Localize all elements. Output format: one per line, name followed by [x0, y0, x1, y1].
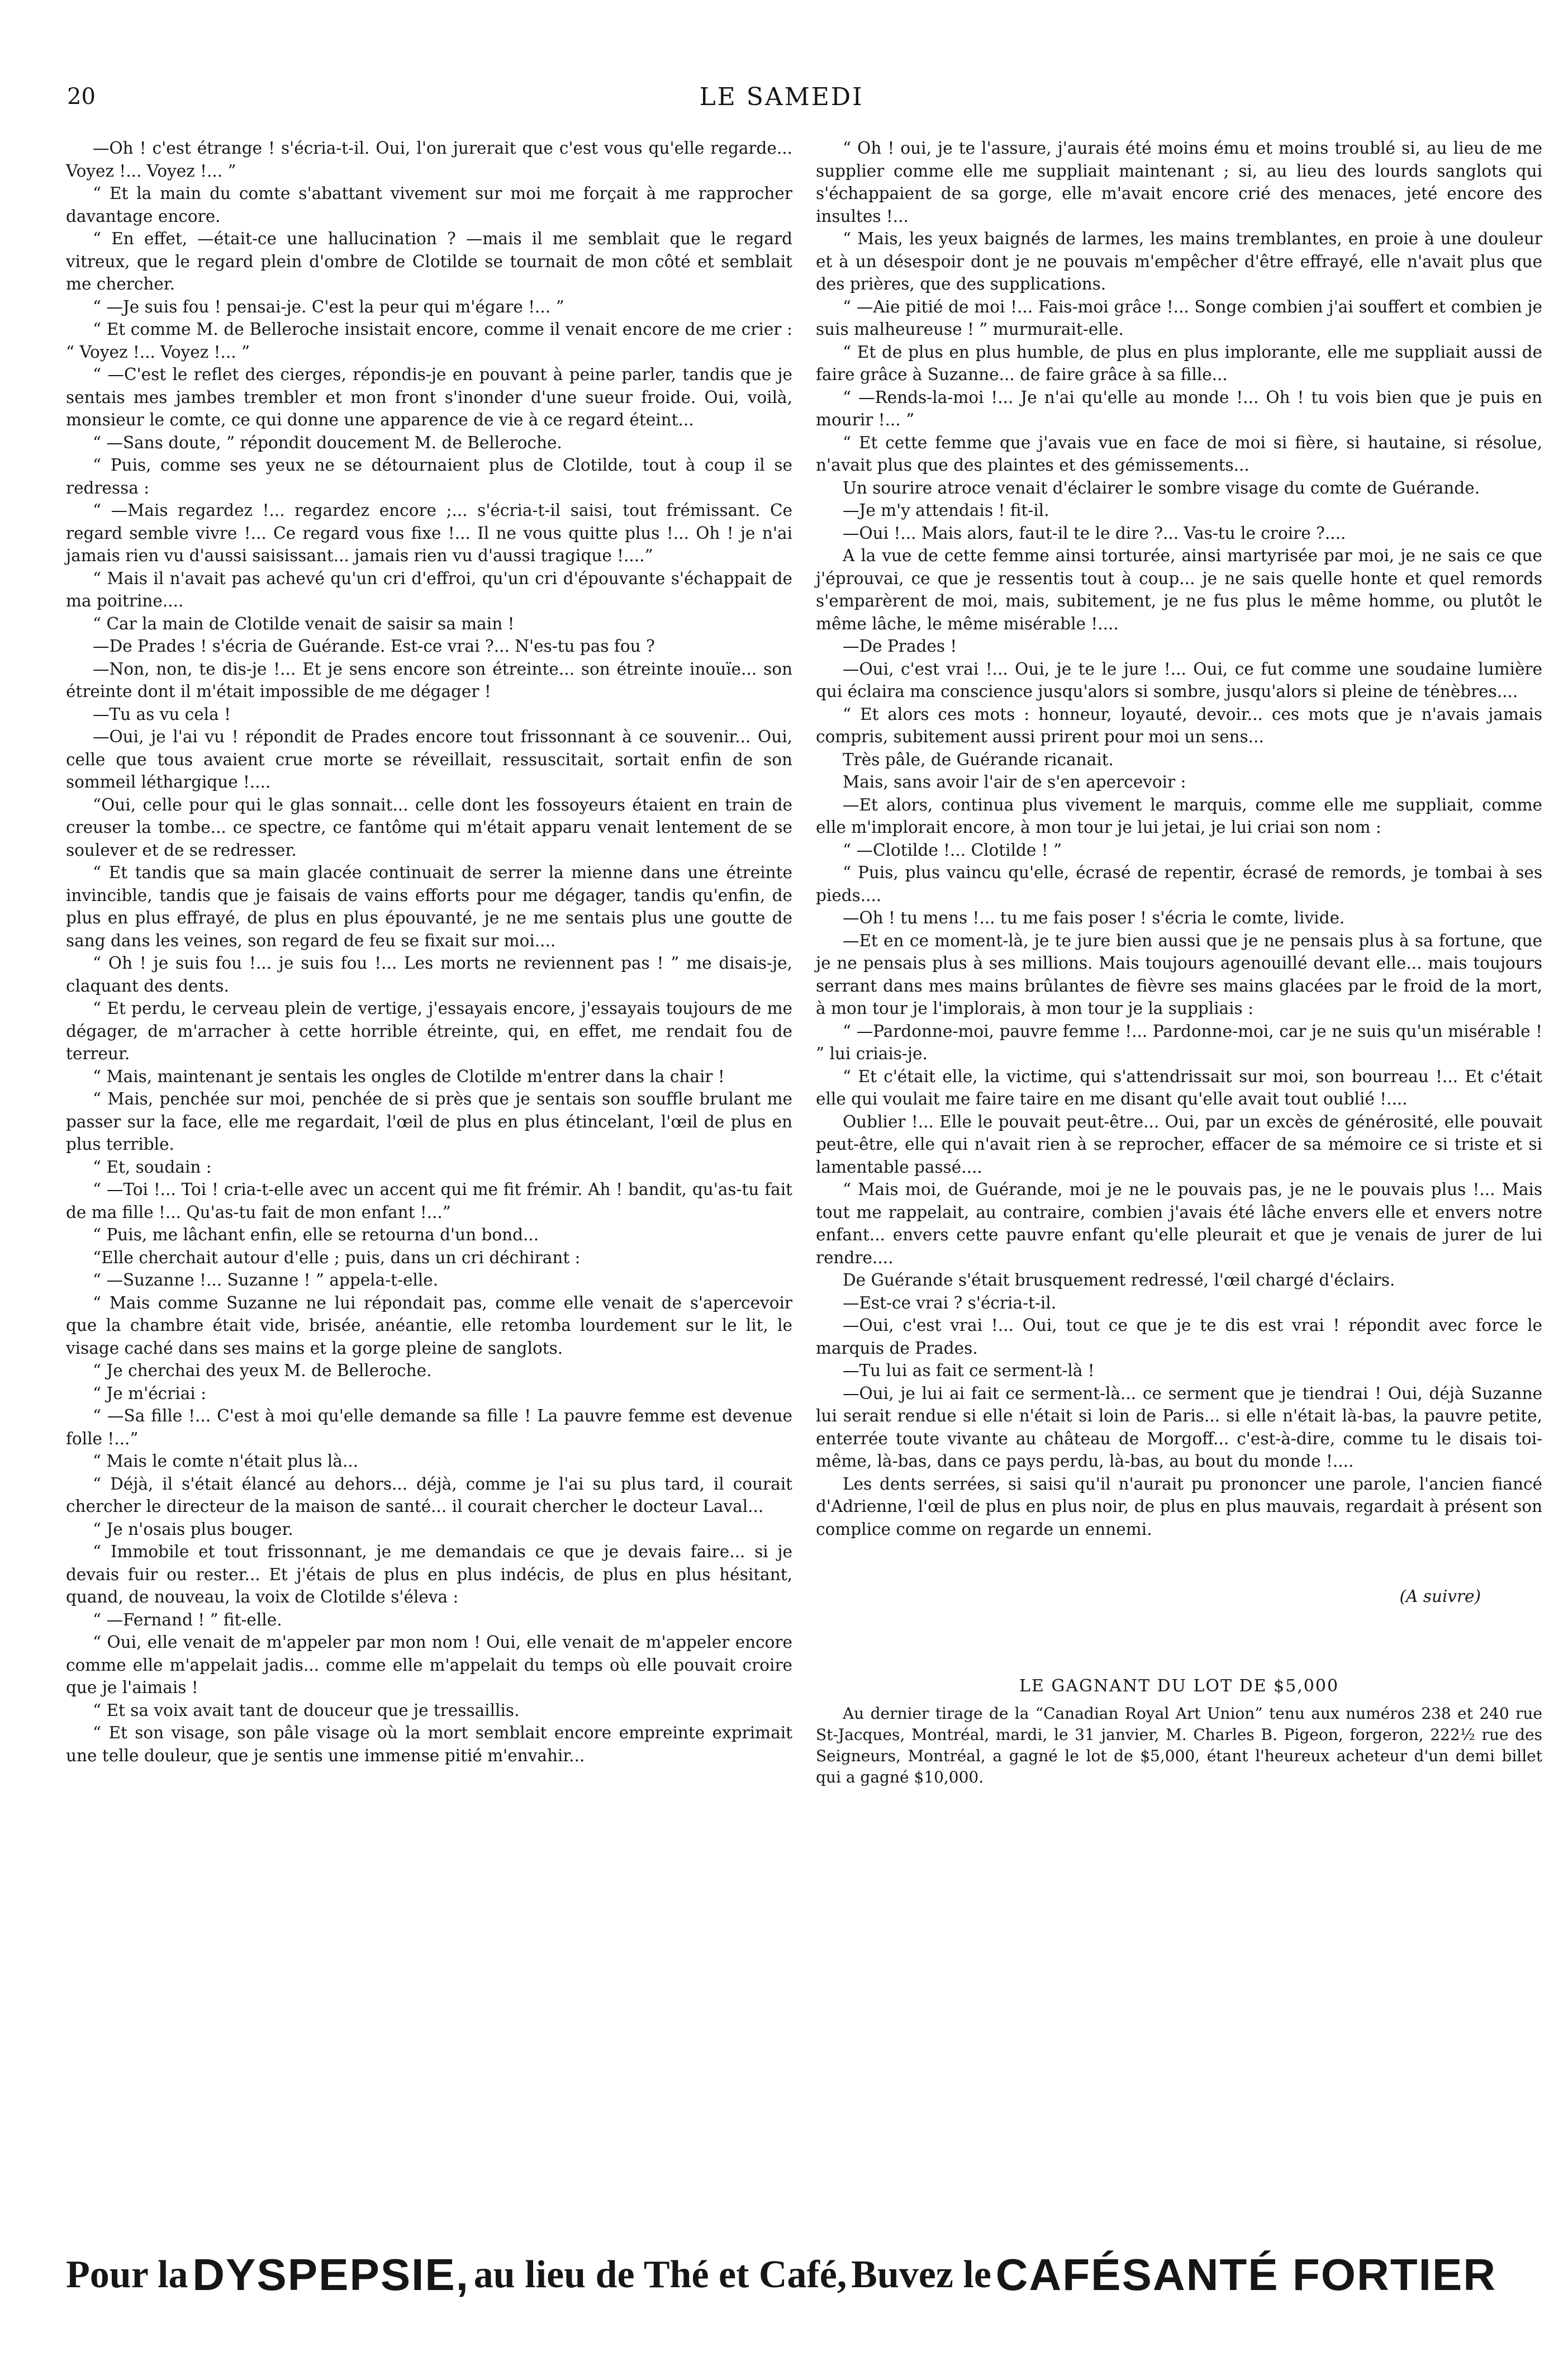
- paragraph: Les dents serrées, si saisi qu'il n'aurait pu prononcer une parole, l'ancien fiancé d'Adrienne, l'œil de plus en plus noir, de plus en plus mauvais, regardait à présent son complice comme on regarde un ennemi.: [816, 1474, 1542, 1539]
- paragraph: “ Mais, maintenant je sentais les ongles de Clotilde m'entrer dans la chair !: [93, 1066, 725, 1086]
- paragraph: “ —C'est le reflet des cierges, répondis-je en pouvant à peine parler, tandis que je sentais mes jambes trembler et mon front s'inonder d'une sueur froide. Oui, voilà, monsieur le comte, ce qui donne une apparence de vie à ce regard éteint...: [66, 365, 792, 429]
- page-number: 20: [67, 84, 96, 110]
- paragraph: “ Car la main de Clotilde venait de saisir sa main !: [93, 614, 515, 633]
- paragraph: “ Mais il n'avait pas achevé qu'un cri d'effroi, qu'un cri d'épouvante s'échappait de ma poitrine....: [66, 568, 792, 610]
- paragraph: “ Et cette femme que j'avais vue en face de moi si fière, si hautaine, si résolue, n'avait plus que des plaintes et des gémissements...: [816, 433, 1542, 475]
- notice-title: LE GAGNANT DU LOT DE $5,000: [1019, 1676, 1339, 1696]
- ad-text-dyspepsie: DYSPEPSIE,: [192, 2250, 469, 2300]
- paragraph: —Oui, je lui ai fait ce serment-là... ce serment que je tiendrai ! Oui, déjà Suzanne lui serait rendue si elle n'était si loin de Paris... si elle n'était là-bas, la pauvre petite, enterrée toute vivante au château de Morgoff... c'est-à-dire, comme tu le disais toi-même, là-bas, dans ce pays perdu, là-bas, au bout du monde !....: [816, 1383, 1542, 1471]
- paragraph: —Tu lui as fait ce serment-là !: [843, 1361, 1095, 1380]
- paragraph: —Tu as vu cela !: [93, 704, 231, 724]
- paragraph: “ Déjà, il s'était élancé au dehors... déjà, comme je l'ai su plus tard, il courait chercher le directeur de la maison de santé... il courait chercher le docteur Laval...: [66, 1474, 792, 1516]
- paragraph: Oublier !... Elle le pouvait peut-être... Oui, par un excès de générosité, elle pouvait peut-être, elle qui n'avait rien à se reprocher, effacer de sa mémoire ce si triste et si lamentable passé....: [816, 1112, 1542, 1177]
- paragraph: —Oui, c'est vrai !... Oui, tout ce que je te dis est vrai ! répondit avec force le marquis de Prades.: [816, 1316, 1542, 1358]
- paragraph: “ Je cherchai des yeux M. de Belleroche.: [93, 1361, 432, 1380]
- ad-text-the-cafe: au lieu de Thé et Café,: [473, 2253, 847, 2296]
- paragraph: —Oui, je l'ai vu ! répondit de Prades encore tout frissonnant à ce souvenir... Oui, celle que tous avaient crue morte se réveillait, ressuscitait, sortait enfin de son sommeil léthargique !....: [66, 727, 792, 791]
- paragraph: “ Mais le comte n'était plus là...: [93, 1452, 359, 1471]
- paragraph: “ —Rends-la-moi !... Je n'ai qu'elle au monde !... Oh ! tu vois bien que je puis en mourir !... ”: [816, 387, 1542, 429]
- paragraph: “ —Aie pitié de moi !... Fais-moi grâce !... Songe combien j'ai souffert et combien je suis malheureuse ! ” murmurait-elle.: [816, 297, 1542, 339]
- advertisement-banner: [66, 2247, 1497, 2303]
- paragraph: De Guérande s'était brusquement redressé, l'œil chargé d'éclairs.: [843, 1270, 1395, 1289]
- paragraph: “ Et la main du comte s'abattant vivement sur moi me forçait à me rapprocher davantage encore.: [66, 184, 792, 226]
- paragraph: “ Et tandis que sa main glacée continuait de serrer la mienne dans une étreinte invincible, tandis que je faisais de vains efforts pour me dégager, tandis qu'enfin, de plus en plus effrayé, de plus en plus épouvanté, je ne me sentais plus une goutte de sang dans les veines, son regard de feu se fixait sur moi....: [66, 863, 792, 950]
- to-be-continued: (A suivre): [1399, 1587, 1481, 1606]
- notice-body: Au dernier tirage de la “Canadian Royal Art Union” tenu aux numéros 238 et 240 rue St-Jacques, Montréal, mardi, le 31 janvier, M. Charles B. Pigeon, forgeron, 222½ rue des Seigneurs, Montréal, a gagné le lot de $5,000, étant l'heureux acheteur d'un demi billet qui a gagné $10,000.: [816, 1704, 1542, 1786]
- paragraph: “ Et, soudain :: [93, 1157, 212, 1177]
- paragraph: “ Et comme M. de Belleroche insistait encore, comme il venait encore de me crier : “ Voyez !... Voyez !... ”: [66, 320, 792, 362]
- right-column: [816, 137, 1542, 1788]
- running-head-title: LE SAMEDI: [699, 83, 864, 111]
- paragraph: —Est-ce vrai ? s'écria-t-il.: [843, 1293, 1057, 1312]
- paragraph: “ Je n'osais plus bouger.: [93, 1519, 293, 1539]
- paragraph: “ Puis, plus vaincu qu'elle, écrasé de repentir, écrasé de remords, je tombai à ses pieds....: [816, 863, 1542, 905]
- paragraph: “ Oh ! je suis fou !... je suis fou !... Les morts ne reviennent pas ! ” me disais-je, claquant des dents.: [66, 954, 792, 995]
- paragraph: “ Mais, les yeux baignés de larmes, les mains tremblantes, en proie à une douleur et à un désespoir dont je ne pouvais m'empêcher d'être effrayé, elle n'avait plus que des prières, que des supplications.: [816, 229, 1542, 293]
- paragraph: —Oh ! c'est étrange ! s'écria-t-il. Oui, l'on jurerait que c'est vous qu'elle regarde... Voyez !... Voyez !... ”: [66, 139, 792, 181]
- paragraph: “ Mais comme Suzanne ne lui répondait pas, comme elle venait de s'apercevoir que la chambre était vide, brisée, anéantie, elle retomba lourdement sur le lit, le visage caché dans ses mains et la gorge pleine de sanglots.: [66, 1293, 792, 1358]
- paragraph: —Oui, c'est vrai !... Oui, je te le jure !... Oui, ce fut comme une soudaine lumière qui éclaira ma conscience jusqu'alors si sombre, jusqu'alors si pleine de ténèbres....: [816, 659, 1542, 701]
- paragraph: “ Puis, comme ses yeux ne se détournaient plus de Clotilde, tout à coup il se redressa :: [66, 456, 792, 497]
- paragraph: “ —Clotilde !... Clotilde ! ”: [843, 840, 1062, 860]
- paragraph: “ Mais moi, de Guérande, moi je ne le pouvais pas, je ne le pouvais plus !... Mais tout me rappelait, au contraire, combien j'avais été lâche envers elle et envers notre enfant... envers cette pauvre enfant qu'elle pleurait et que je venais de jurer de lui rendre....: [816, 1180, 1542, 1267]
- paragraph: “ Et de plus en plus humble, de plus en plus implorante, elle me suppliait aussi de faire grâce à Suzanne... de faire grâce à sa fille...: [816, 342, 1542, 384]
- paragraph: “ —Je suis fou ! pensai-je. C'est la peur qui m'égare !... ”: [93, 297, 564, 316]
- paragraph: “ —Pardonne-moi, pauvre femme !... Pardonne-moi, car je ne suis qu'un misérable ! ” lui criais-je.: [816, 1021, 1542, 1063]
- paragraph: —De Prades !: [843, 637, 957, 656]
- paragraph: “ Mais, penchée sur moi, penchée de si près que je sentais son souffle brulant me passer sur la face, elle me regardait, l'œil de plus en plus étincelant, l'œil de plus en plus terrible.: [66, 1089, 792, 1154]
- paragraph: “ —Sans doute, ” répondit doucement M. de Belleroche.: [93, 433, 562, 452]
- paragraph: “ Et perdu, le cerveau plein de vertige, j'essayais encore, j'essayais toujours de me dégager, de m'arracher à cette horrible étreinte, qui, en effet, me rendait fou de terreur.: [66, 999, 792, 1063]
- paragraph: “Oui, celle pour qui le glas sonnait... celle dont les fossoyeurs étaient en train de creuser la tombe... ce spectre, ce fantôme qui m'était apparu venait lentement de se soulever et de se redresser.: [66, 795, 792, 860]
- paragraph: “ Immobile et tout frissonnant, je me demandais ce que je devais faire... si je devais fuir ou rester... Et j'étais de plus en plus indécis, de plus en plus hésitant, quand, de nouveau, la voix de Clotilde s'éleva :: [66, 1542, 792, 1606]
- paragraph: —Et en ce moment-là, je te jure bien aussi que je ne pensais plus à sa fortune, que je ne pensais plus à ses millions. Mais toujours agenouillé devant elle... mais toujours serrant dans mes mains brûlantes de fièvre ses mains glacées par le froid de la mort, à mon tour je l'implorais, à mon tour je la suppliais :: [816, 931, 1542, 1018]
- paragraph: “ —Suzanne !... Suzanne ! ” appela-t-elle.: [93, 1270, 439, 1289]
- paragraph: “ Et sa voix avait tant de douceur que je tressaillis.: [93, 1700, 520, 1720]
- paragraph: A la vue de cette femme ainsi torturée, ainsi martyrisée par moi, je ne sais ce que j'éprouvai, ce que je ressentis tout à coup... je ne sais quelle honte et quel remords s'emparèrent de moi, mais, subitement, je ne fus plus le même homme, ou plutôt le même lâche, le même misérable !....: [816, 546, 1542, 633]
- paragraph: —Je m'y attendais ! fit-il.: [843, 501, 1049, 520]
- paragraph: —Non, non, te dis-je !... Et je sens encore son étreinte... son étreinte inouïe... son étreinte dont il m'était impossible de me dégager !: [66, 659, 792, 701]
- paragraph: —De Prades ! s'écria de Guérande. Est-ce vrai ?... N'es-tu pas fou ?: [93, 637, 655, 656]
- paragraph: —Et alors, continua plus vivement le marquis, comme elle me suppliait, comme elle m'implorait encore, à mon tour je lui jetai, je lui criai son nom :: [816, 795, 1542, 837]
- paragraph: “ —Sa fille !... C'est à moi qu'elle demande sa fille ! La pauvre femme est devenue folle !...”: [66, 1406, 792, 1448]
- ad-text-buvez-le: Buvez le: [851, 2253, 991, 2296]
- paragraph: “ En effet, —était-ce une hallucination ? —mais il me semblait que le regard vitreux, que le regard plein d'ombre de Clotilde se tournait de mon côté et semblait me chercher.: [66, 229, 792, 293]
- paragraph: Mais, sans avoir l'air de s'en apercevoir :: [843, 772, 1186, 791]
- paragraph: “ Et c'était elle, la victime, qui s'attendrissait sur moi, son bourreau !... Et c'était elle qui voulait me faire taire en me disant qu'elle avait tout oublié !....: [816, 1066, 1542, 1108]
- paragraph: —Oui !... Mais alors, faut-il te le dire ?... Vas-tu le croire ?....: [843, 523, 1346, 543]
- ad-text-cafesante-fortier: CAFÉSANTÉ FORTIER: [995, 2250, 1497, 2300]
- paragraph: “Elle cherchait autour d'elle ; puis, dans un cri déchirant :: [93, 1248, 581, 1267]
- paragraph: “ Et alors ces mots : honneur, loyauté, devoir... ces mots que je n'avais jamais compris, subitement aussi prirent pour moi un sens...: [816, 704, 1542, 746]
- paragraph: “ Oui, elle venait de m'appeler par mon nom ! Oui, elle venait de m'appeler encore comme elle m'appelait jadis... comme elle m'appelait du temps où elle pouvait croire que je l'aimais !: [66, 1633, 792, 1697]
- paragraph: “ —Mais regardez !... regardez encore ;... s'écria-t-il saisi, tout frémissant. Ce regard semble vivre !... Ce regard vous fixe !... Il ne vous quitte plus !... Oh ! je n'ai jamais rien vu d'aussi saisissant... jamais rien vu d'aussi tragique !....”: [66, 501, 792, 565]
- left-column: [66, 137, 792, 1767]
- paragraph: “ —Fernand ! ” fit-elle.: [93, 1610, 282, 1629]
- paragraph: “ Et son visage, son pâle visage où la mort semblait encore empreinte exprimait une telle douleur, que je sentis une immense pitié m'envahir...: [66, 1723, 792, 1765]
- paragraph: Très pâle, de Guérande ricanait.: [843, 750, 1114, 769]
- paragraph: —Oh ! tu mens !... tu me fais poser ! s'écria le comte, livide.: [843, 908, 1345, 927]
- paragraph: Un sourire atroce venait d'éclairer le sombre visage du comte de Guérande.: [843, 478, 1480, 497]
- paragraph: “ Oh ! oui, je te l'assure, j'aurais été moins ému et moins troublé si, au lieu de me supplier comme elle me suppliait maintenant ; si, au lieu des lourds sanglots qui s'échappaient de sa gorge, elle m'avait encore crié des menaces, jeté encore des insultes !...: [816, 139, 1542, 226]
- ad-text-pour-la: Pour la: [66, 2253, 188, 2296]
- paragraph: “ —Toi !... Toi ! cria-t-elle avec un accent qui me fit frémir. Ah ! bandit, qu'as-tu fait de ma fille !... Qu'as-tu fait de mon enfant !...”: [66, 1180, 792, 1222]
- paragraph: “ Puis, me lâchant enfin, elle se retourna d'un bond...: [93, 1225, 539, 1244]
- paragraph: “ Je m'écriai :: [93, 1383, 207, 1403]
